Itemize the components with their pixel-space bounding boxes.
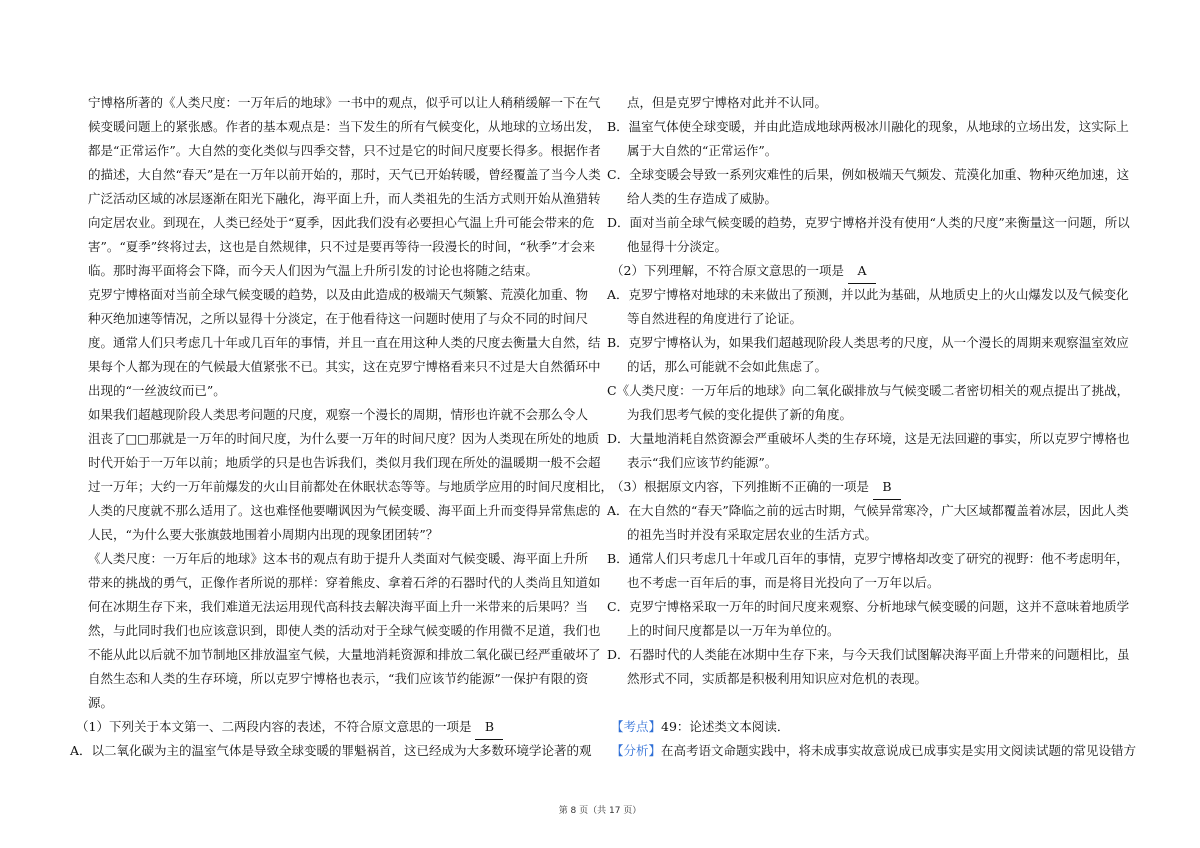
passage-line: 时代开始于一万年以前；地质学的只是也告诉我们，类似月我们现在所处的温暖期一般不会超 — [88, 455, 601, 470]
passage-line: 克罗宁博格面对当前全球气候变暖的趋势，以及由此造成的极端天气频繁、荒漠化加重、物 — [88, 287, 589, 302]
question-3-stem-text: （3）根据原文内容，下列推断不正确的一项是 — [611, 479, 869, 494]
question-3-option-b: B．通常人们只考虑几十年或几百年的事情，克罗宁博格却改变了研究的视野：他不考虑明年， — [607, 551, 1129, 566]
passage-line: 的描述，大自然“春天”是在一万年以前开始的，那时，天气已开始转暖，曾经覆盖了当今人类 — [88, 167, 601, 182]
passage-line: 宁博格所著的《人类尺度：一万年后的地球》一书中的观点，似乎可以让人稍稍缓解一下在气 — [88, 95, 601, 110]
passage-line: 不能从此以后就不加节制地区排放温室气候，大量地消耗资源和排放二氧化碳已经严重破坏了 — [88, 647, 601, 662]
fenxi-tag: 【分析】 — [611, 743, 662, 758]
passage-line: 向定居农业。到现在，人类已经处于“夏季，因此我们没有必要担心气温上升可能会带来的危 — [88, 215, 595, 230]
question-3-option-b-cont: 也不考虑一百年后的事，而是将目光投向了一万年以后。 — [627, 575, 940, 590]
question-2-option-c: C《人类尺度：一万年后的地球》向二氧化碳排放与气候变暖二者密切相关的观点提出了挑战， — [607, 383, 1130, 398]
question-1-option-c: C．全球变暖会导致一系列灾难性的后果，例如极端天气频发、荒漠化加重、物种灭绝加速，这 — [607, 167, 1130, 182]
question-1-option-b: B．温室气体使全球变暖，并由此造成地球两极冰川融化的现象，从地球的立场出发，这实际上 — [607, 119, 1129, 134]
question-2-option-d-cont: 表示“我们应该节约能源”。 — [627, 455, 778, 470]
question-2-option-a: A．克罗宁博格对地球的未来做出了预测，并以此为基础，从地质史上的火山爆发以及气候变化 — [607, 287, 1129, 302]
question-2-answer: A — [848, 259, 876, 284]
passage-line: 候变暖问题上的紧张感。作者的基本观点是：当下发生的所有气候变化，从地球的立场出发， — [88, 119, 601, 134]
passage-line: 害”。“夏季”终将过去，这也是自然规律，只不过是要再等待一段漫长的时间，“秋季”才会来 — [88, 239, 595, 254]
passage-line: 《人类尺度：一万年后的地球》这本书的观点有助于提升人类面对气候变暖、海平面上升所 — [88, 551, 589, 566]
question-2-option-a-cont: 等自然进程的角度进行了论证。 — [627, 311, 803, 326]
passage-line: 种灭绝加速等情况，之所以显得十分淡定，在于他看待这一问题时使用了与众不同的时间尺 — [88, 311, 589, 326]
question-2-option-d: D．大量地消耗自然资源会严重破坏人类的生存环境，这是无法回避的事实，所以克罗宁博格也 — [607, 431, 1130, 446]
passage-line: 然，与此同时我们也应该意识到，即使人类的活动对于全球气候变暖的作用微不足道，我们也 — [88, 623, 601, 638]
passage-line: 人民，“为什么要大张旗鼓地围着小周期内出现的现象团团转”？ — [88, 527, 439, 542]
question-1-option-c-cont: 给人类的生存造成了威胁。 — [627, 191, 778, 206]
question-3-option-d: D．石器时代的人类能在冰期中生存下来，与今天我们试图解决海平面上升带来的问题相比，虽 — [607, 647, 1130, 662]
passage-line: 度。通常人们只考虑几十年或几百年的事情，并且一直在用这种人类的尺度去衡量大自然，结 — [88, 335, 601, 350]
question-2-stem — [611, 259, 876, 283]
question-3-option-a-cont: 的祖先当时并没有采取定居农业的生活方式。 — [627, 527, 878, 542]
question-2-option-c-cont: 为我们思考气候的变化提供了新的角度。 — [627, 407, 853, 422]
passage-line: 果每个人都为现在的气候最大值紧张不已。其实，这在克罗宁博格看来只不过是大自然循环中 — [88, 359, 601, 374]
question-1-option-a: A．以二氧化碳为主的温室气体是导致全球变暖的罪魁祸首，这已经成为大多数环境学论著的观 — [70, 743, 592, 758]
question-3-stem — [611, 475, 901, 499]
passage-line: 源。 — [88, 695, 114, 710]
passage-line: 广泛活动区域的冰层逐渐在阳光下融化，海平面上升，而人类祖先的生活方式则开始从渔猎转 — [88, 191, 601, 206]
question-2-option-b-cont: 的话，那么可能就不会如此焦虑了。 — [627, 359, 828, 374]
passage-line: 出现的“一丝波纹而已”。 — [88, 383, 226, 398]
question-3-option-a: A．在大自然的“春天”降临之前的远古时期，气候异常寒冷，广大区域都覆盖着冰层，因此人类 — [607, 503, 1129, 518]
question-3-answer: B — [873, 475, 901, 500]
question-1-option-a-cont: 点，但是克罗宁博格对此并不认同。 — [627, 95, 828, 110]
kaodian-text: 49：论述类文本阅读． — [661, 719, 790, 734]
question-1-stem-text: （1）下列关于本文第一、二两段内容的表述，不符合原文意思的一项是 — [76, 719, 472, 734]
kaodian-section — [611, 715, 789, 739]
fenxi-section — [611, 739, 1136, 763]
question-3-option-d-cont: 然形式不同，实质都是积极利用知识应对危机的表现。 — [627, 671, 928, 686]
question-1-answer: B — [475, 715, 503, 740]
passage-line: 何在冰期生存下来，我们难道无法运用现代高科技去解决海平面上升一米带来的后果吗？当 — [88, 599, 589, 614]
passage-line: 沮丧了□□那就是一万年的时间尺度，为什么要一万年的时间尺度？因为人类现在所处的地质 — [88, 431, 600, 446]
passage-line: 临。那时海平面将会下降，而今天人们因为气温上升所引发的讨论也将随之结束。 — [88, 263, 539, 278]
passage-line: 都是“正常运作”。大自然的变化类似与四季交替，只不过是它的时间尺度要长得多。根据作者 — [88, 143, 601, 158]
question-1-stem — [76, 715, 503, 739]
passage-line: 过一万年；大约一万年前爆发的火山目前都处在休眠状态等等。与地质学应用的时间尺度相比， — [88, 479, 614, 494]
question-2-option-b: B．克罗宁博格认为，如果我们超越现阶段人类思考的尺度，从一个漫长的周期来观察温室效应 — [607, 335, 1129, 350]
passage-line: 带来的挑战的勇气，正像作者所说的那样：穿着熊皮、拿着石斧的石器时代的人类尚且知道如 — [88, 575, 601, 590]
passage-line: 自然生态和人类的生存环境，所以克罗宁博格也表示，“我们应该节约能源”一保护有限的资 — [88, 671, 589, 686]
kaodian-tag: 【考点】 — [611, 719, 662, 734]
passage-line: 人类的尺度就不那么适用了。这也难怪他要嘲讽因为气候变暖、海平面上升而变得异常焦虑的 — [88, 503, 601, 518]
question-2-stem-text: （2）下列理解，不符合原文意思的一项是 — [611, 263, 844, 278]
question-3-option-c: C．克罗宁博格采取一万年的时间尺度来观察、分析地球气候变暖的问题，这并不意味着地质学 — [607, 599, 1130, 614]
question-1-option-d: D．面对当前全球气候变暖的趋势，克罗宁博格并没有使用“人类的尺度”来衡量这一问题，所以 — [607, 215, 1130, 230]
question-1-option-b-cont: 属于大自然的“正常运作”。 — [627, 143, 778, 158]
page-footer: 第 8 页（共 17 页） — [558, 806, 642, 816]
passage-line: 如果我们超越现阶段人类思考问题的尺度，观察一个漫长的周期，情形也许就不会那么令人 — [88, 407, 589, 422]
question-1-option-d-cont: 他显得十分淡定。 — [627, 239, 728, 254]
fenxi-text: 在高考语文命题实践中，将未成事实故意说成已成事实是实用文阅读试题的常见设错方 — [661, 743, 1137, 758]
question-3-option-c-cont: 上的时间尺度都是以一万年为单位的。 — [627, 623, 840, 638]
